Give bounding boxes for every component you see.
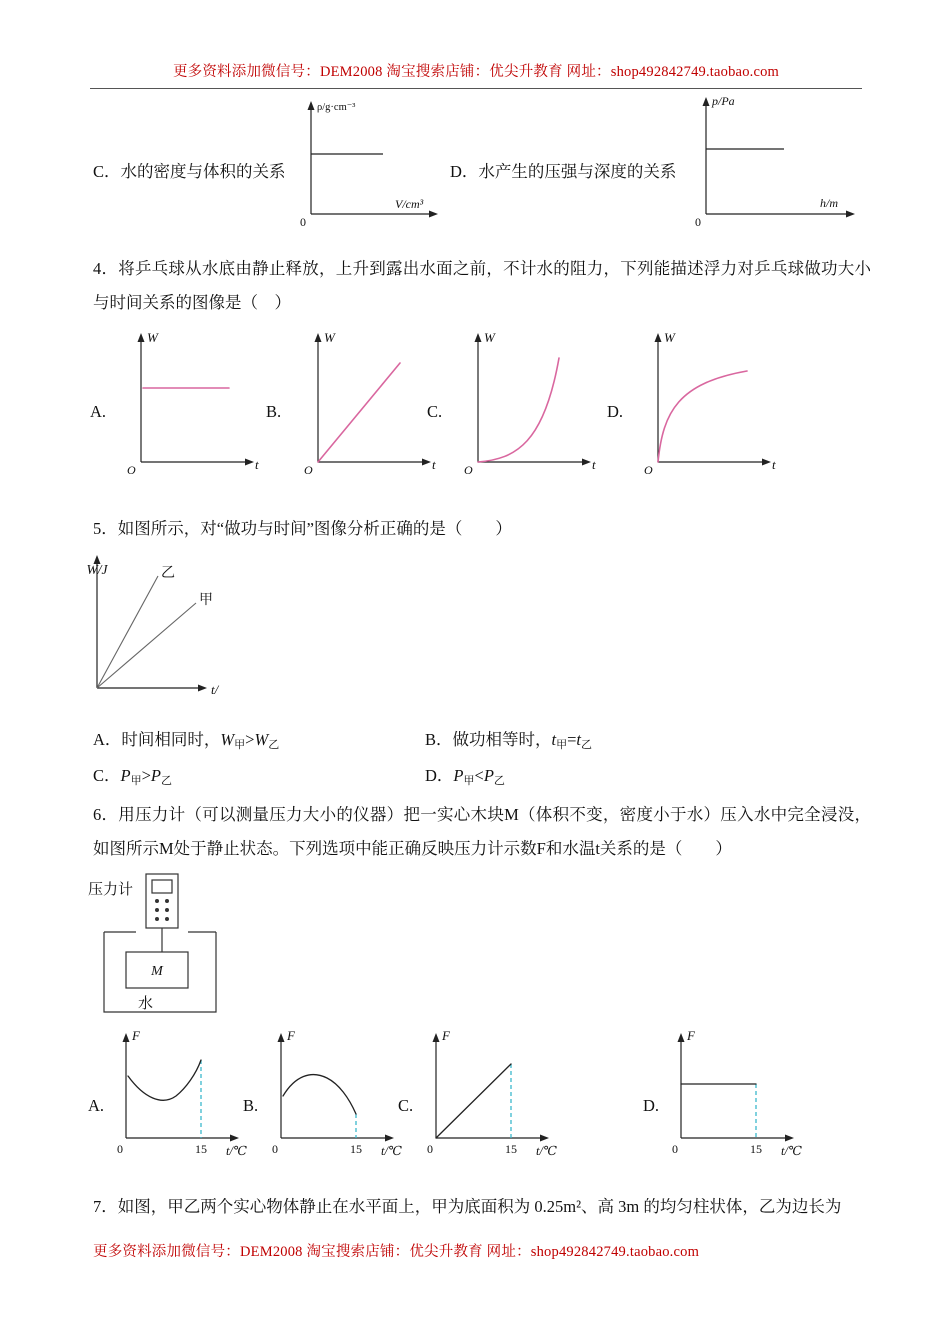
gauge-button-icon	[155, 899, 159, 903]
x-axis-label: h/m	[820, 196, 838, 210]
question-5-text: 5．如图所示，对“做功与时间”图像分析正确的是（ ）	[93, 519, 512, 538]
graph-pressure-depth	[692, 92, 867, 227]
q4-graph-a	[124, 326, 264, 476]
x-axis-label: t	[255, 457, 259, 472]
option-a-label: A.	[88, 1096, 105, 1115]
x-axis-arrow-icon	[230, 1135, 239, 1142]
y-axis-arrow-icon	[138, 333, 145, 342]
option-b-label: B.	[243, 1096, 259, 1115]
line-yi-label: 乙	[161, 566, 175, 581]
origin-label: O	[127, 463, 136, 477]
x-axis-arrow-icon	[422, 459, 431, 466]
x-axis-arrow-icon	[846, 211, 855, 218]
y-axis-label: F	[132, 1028, 140, 1043]
tick-fifteen: 15	[350, 1142, 362, 1156]
q6-graph-b	[261, 1026, 414, 1171]
q5-option-a: A．时间相同时，$W_甲>W_乙$	[93, 730, 280, 751]
y-axis-arrow-icon	[475, 333, 482, 342]
gauge-button-icon	[165, 908, 169, 912]
header-divider	[90, 88, 862, 89]
gauge-button-icon	[155, 917, 159, 921]
x-axis-label: t	[772, 457, 776, 472]
q5-graph	[84, 546, 294, 706]
data-curve	[318, 363, 400, 462]
line-jia	[97, 603, 196, 688]
y-axis-arrow-icon	[315, 333, 322, 342]
option-c-label: C.	[398, 1096, 414, 1115]
q5-option-d: D．$P_甲<P_乙$	[425, 766, 505, 787]
x-axis-label: t/℃	[381, 1144, 402, 1158]
x-axis-label: t/℃	[536, 1144, 557, 1158]
data-curve	[658, 371, 747, 462]
option-d-text: D．水产生的压强与深度的关系	[450, 162, 677, 181]
x-axis-arrow-icon	[785, 1135, 794, 1142]
water-label: 水	[138, 996, 154, 1012]
origin-label: O	[304, 463, 313, 477]
gauge-button-icon	[165, 899, 169, 903]
data-curve	[128, 1060, 201, 1100]
option-d-label: D.	[607, 402, 624, 421]
q6-graph-c	[416, 1026, 566, 1171]
tick-zero: 0	[117, 1142, 123, 1156]
y-axis-label: F	[687, 1028, 695, 1043]
q5-option-b: B．做功相等时，$t_甲=t_乙$	[425, 730, 593, 751]
x-axis-label: t	[432, 457, 436, 472]
q4-graph-b	[301, 326, 441, 476]
origin-label: O	[464, 463, 473, 477]
y-axis-arrow-icon	[123, 1033, 130, 1042]
tick-zero: 0	[272, 1142, 278, 1156]
force-gauge	[146, 874, 178, 928]
option-b-label: B.	[266, 402, 282, 421]
q4-graph-c	[461, 326, 601, 476]
tick-fifteen: 15	[195, 1142, 207, 1156]
line-jia-label: 甲	[199, 593, 213, 608]
data-curve	[436, 1064, 511, 1138]
data-curve	[283, 1075, 356, 1114]
q6-graph-a	[106, 1026, 259, 1171]
x-axis-arrow-icon	[582, 459, 591, 466]
y-axis-arrow-icon	[703, 97, 710, 106]
q4-graph-d	[641, 326, 781, 476]
x-axis-arrow-icon	[385, 1135, 394, 1142]
gauge-button-icon	[165, 917, 169, 921]
y-axis-arrow-icon	[308, 101, 315, 110]
line-yi	[97, 576, 158, 688]
option-d-label: D.	[643, 1096, 660, 1115]
y-axis-label: W	[324, 330, 335, 345]
origin-label: 0	[695, 215, 701, 229]
question-7-text: 7．如图，甲乙两个实心物体静止在水平面上，甲为底面积为 0.25m²、高 3m 的均匀柱状体，乙为边长为	[93, 1197, 842, 1216]
gauge-display	[152, 880, 172, 893]
origin-label: 0	[300, 215, 306, 229]
y-axis-label: W	[147, 330, 158, 345]
tick-fifteen: 15	[750, 1142, 762, 1156]
x-axis-label: t	[592, 457, 596, 472]
y-axis-arrow-icon	[655, 333, 662, 342]
question-6-text: 6．用压力计（可以测量压力大小的仪器）把一实心木块M（体积不变，密度小于水）压入水中完全浸没，如图所示M处于静止状态。下列选项中能正确反映压力计示数F和水温t关系的是（ ）	[93, 805, 871, 858]
tick-fifteen: 15	[505, 1142, 517, 1156]
gauge-button-icon	[155, 908, 159, 912]
gauge-label: 压力计	[88, 882, 134, 898]
y-axis-label: F	[442, 1028, 450, 1043]
y-axis-label: W/J	[86, 562, 108, 577]
x-axis-label: t/	[211, 682, 219, 697]
y-axis-label: W	[664, 330, 675, 345]
x-axis-arrow-icon	[429, 211, 438, 218]
question-4-text: 4．将乒乓球从水底由静止释放，上升到露出水面之前，不计水的阻力，下列能描述浮力对乒乓球做功大小与时间关系的图像是（ ）	[93, 259, 871, 312]
tick-zero: 0	[672, 1142, 678, 1156]
y-axis-arrow-icon	[433, 1033, 440, 1042]
x-axis-arrow-icon	[540, 1135, 549, 1142]
option-a-label: A.	[90, 402, 107, 421]
y-axis-label: F	[287, 1028, 295, 1043]
graph-density-volume	[293, 96, 453, 229]
x-axis-arrow-icon	[245, 459, 254, 466]
q6-graph-d	[661, 1026, 811, 1171]
x-axis-label: V/cm³	[395, 197, 424, 211]
x-axis-label: t/℃	[781, 1144, 802, 1158]
option-c-label: C.	[427, 402, 443, 421]
tick-zero: 0	[427, 1142, 433, 1156]
q5-option-c: C．$P_甲>P_乙$	[93, 766, 173, 787]
footer-watermark-text: 更多资料添加微信号：DEM2008 淘宝搜索店铺：优尖升教育 网址：shop492842749.taobao.com	[93, 1244, 700, 1260]
data-curve	[478, 358, 559, 462]
header-watermark-text: 更多资料添加微信号：DEM2008 淘宝搜索店铺：优尖升教育 网址：shop492842749.taobao.com	[172, 64, 780, 80]
origin-label: O	[644, 463, 653, 477]
y-axis-label: ρ/g·cm⁻³	[317, 102, 356, 113]
y-axis-label: p/Pa	[712, 94, 735, 108]
y-axis-label: W	[484, 330, 495, 345]
y-axis-arrow-icon	[278, 1033, 285, 1042]
block-m-label: M	[151, 964, 163, 979]
x-axis-arrow-icon	[198, 685, 207, 692]
q6-figure	[88, 870, 238, 1020]
y-axis-arrow-icon	[678, 1033, 685, 1042]
option-c-text: C．水的密度与体积的关系	[93, 162, 286, 181]
x-axis-label: t/℃	[226, 1144, 247, 1158]
x-axis-arrow-icon	[762, 459, 771, 466]
